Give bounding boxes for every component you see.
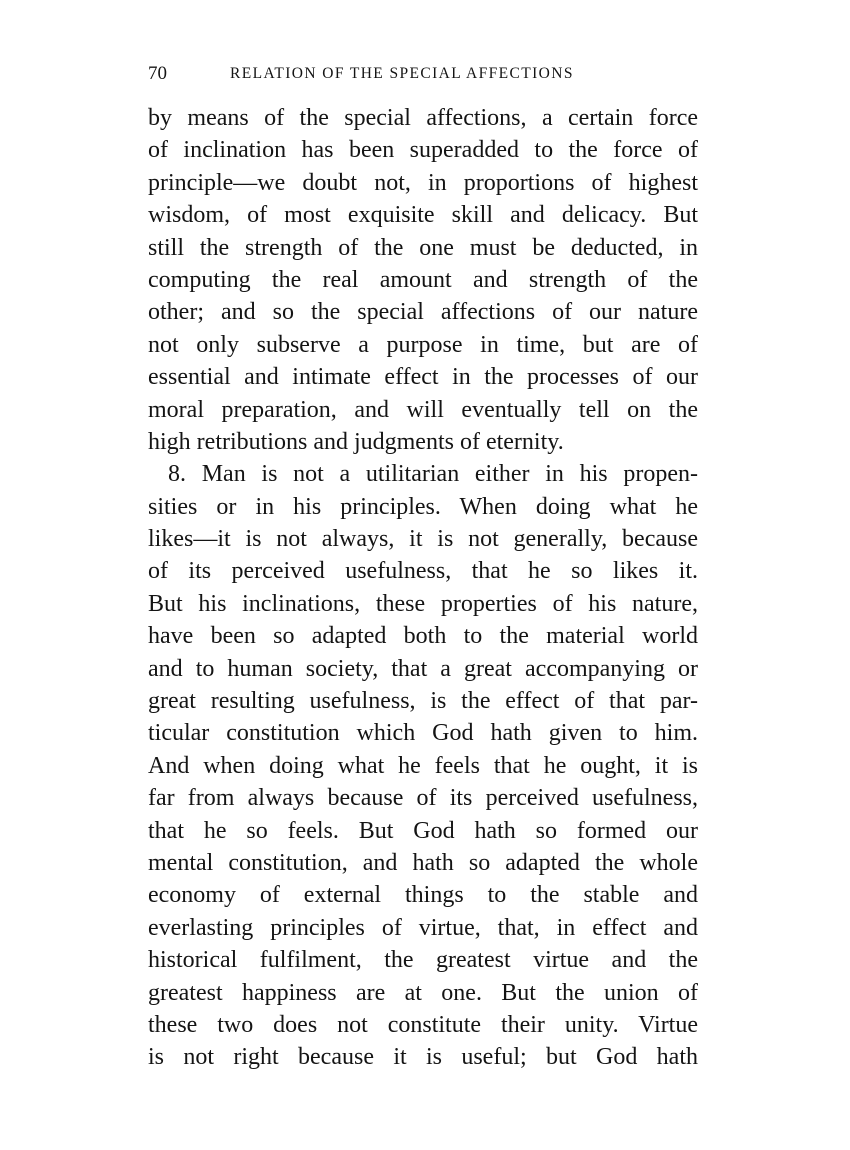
text-line-5: still the strength of the one must be deducted, in: [148, 234, 698, 261]
running-header: [148, 60, 708, 88]
text-line-16: But his inclinations, these properties of his nature,: [148, 590, 698, 617]
text-line-23: that he so feels. But God hath so formed our: [148, 817, 698, 844]
text-line-15: of its perceived usefulness, that he so likes it.: [148, 558, 698, 585]
text-line-2: of inclination has been superadded to the force of: [148, 137, 698, 164]
text-line-12: 8. Man is not a utilitarian either in his propen-: [168, 461, 698, 488]
body-text: [148, 102, 698, 1074]
text-line-30: is not right because it is useful; but God hath: [148, 1044, 698, 1071]
text-line-27: historical fulfilment, the greatest virtue and the: [148, 947, 698, 974]
text-line-24: mental constitution, and hath so adapted the whole: [148, 849, 698, 876]
text-line-22: far from always because of its perceived usefulness,: [148, 785, 698, 812]
text-line-29: these two does not constitute their unity. Virtue: [148, 1011, 698, 1038]
text-line-20: ticular constitution which God hath given to him.: [148, 720, 698, 747]
text-line-28: greatest happiness are at one. But the union of: [148, 979, 698, 1006]
text-line-4: wisdom, of most exquisite skill and delicacy. But: [148, 202, 698, 229]
text-line-6: computing the real amount and strength of the: [148, 266, 698, 293]
page-number: 70: [148, 63, 167, 84]
text-line-1: by means of the special affections, a certain force: [148, 105, 698, 131]
text-line-8: not only subserve a purpose in time, but are of: [148, 331, 698, 358]
running-title: RELATION OF THE SPECIAL AFFECTIONS: [230, 65, 574, 82]
text-line-26: everlasting principles of virtue, that, in effect and: [148, 914, 698, 941]
text-line-14: likes—it is not always, it is not generally, because: [148, 526, 698, 553]
text-line-10: moral preparation, and will eventually tell on the: [148, 396, 698, 423]
text-line-9: essential and intimate effect in the processes of our: [148, 364, 698, 391]
text-line-19: great resulting usefulness, is the effect of that par-: [148, 688, 698, 715]
text-line-13: sities or in his principles. When doing what he: [148, 493, 698, 520]
text-line-7: other; and so the special affections of our nature: [148, 299, 698, 326]
text-line-17: have been so adapted both to the material world: [148, 623, 698, 650]
text-line-18: and to human society, that a great accompanying or: [148, 655, 698, 682]
text-line-3: principle—we doubt not, in proportions of highest: [148, 169, 698, 196]
text-line-25: economy of external things to the stable and: [148, 882, 698, 909]
text-line-21: And when doing what he feels that he ought, it is: [148, 752, 698, 779]
text-line-11: high retributions and judgments of eternity.: [148, 428, 564, 455]
